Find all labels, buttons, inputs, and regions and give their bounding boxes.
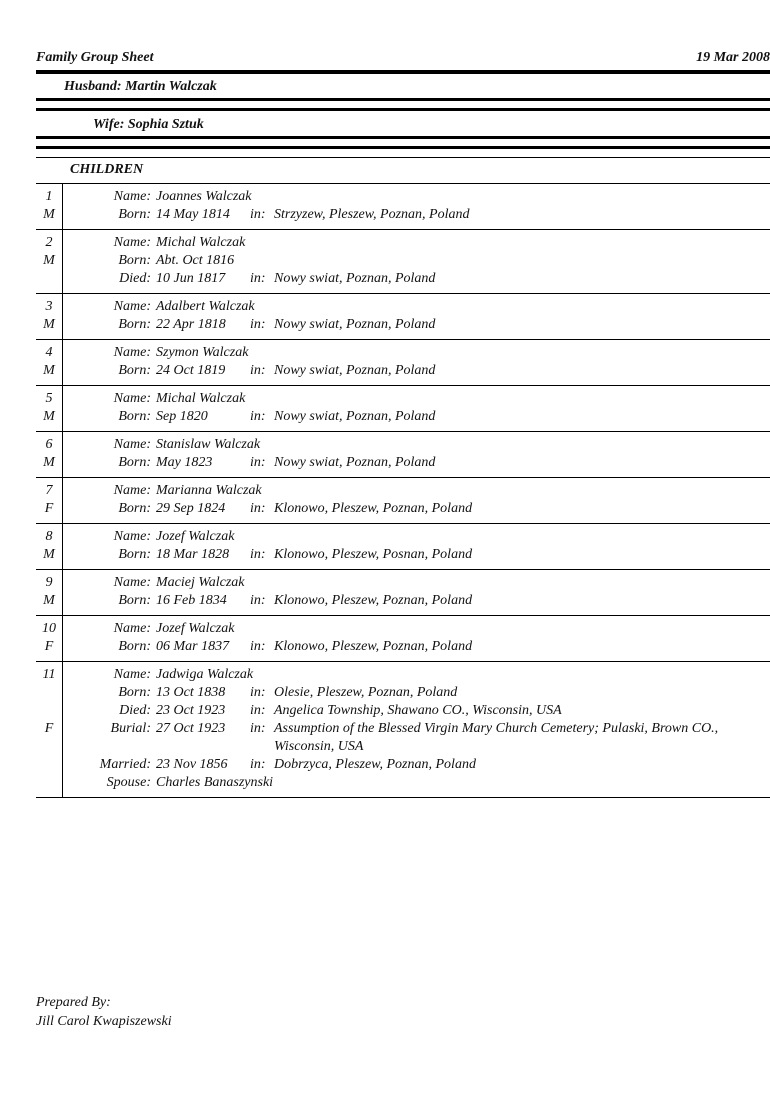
child-sex: F — [44, 721, 54, 736]
event-place: Nowy swiat, Poznan, Poland — [274, 455, 436, 470]
event-place: Strzyzew, Pleszew, Poznan, Poland — [274, 207, 470, 222]
event-label: Name: — [113, 483, 151, 498]
sheet-date: 19 Mar 2008 — [696, 50, 770, 65]
child-number: 8 — [45, 529, 53, 544]
event-value: Michal Walczak — [156, 235, 246, 250]
event-line — [63, 270, 770, 288]
child-number: 9 — [45, 575, 53, 590]
event-in-label: in: — [250, 703, 266, 718]
event-place: Nowy swiat, Poznan, Poland — [274, 363, 436, 378]
event-place: Olesie, Pleszew, Poznan, Poland — [274, 685, 458, 700]
child-row — [36, 229, 770, 293]
event-value: 14 May 1814 — [156, 207, 230, 222]
event-line — [63, 756, 770, 774]
event-in-label: in: — [250, 363, 266, 378]
event-value: Maciej Walczak — [156, 575, 245, 590]
event-label: Name: — [113, 299, 151, 314]
event-value: Michal Walczak — [156, 391, 246, 406]
event-in-label: in: — [250, 639, 266, 654]
children-list — [36, 183, 770, 798]
event-place: Klonowo, Pleszew, Poznan, Poland — [274, 639, 473, 654]
event-value: 18 Mar 1828 — [156, 547, 230, 562]
child-row — [36, 385, 770, 431]
child-number: 7 — [45, 483, 53, 498]
event-label: Name: — [113, 391, 151, 406]
child-number-column — [36, 616, 63, 661]
event-place: Angelica Township, Shawano CO., Wisconsin, USA — [274, 703, 562, 718]
event-place: Nowy swiat, Poznan, Poland — [274, 317, 436, 332]
event-value: May 1823 — [156, 455, 213, 470]
event-value: Jadwiga Walczak — [156, 667, 254, 682]
event-value: 22 Apr 1818 — [156, 317, 226, 332]
child-row — [36, 293, 770, 339]
child-sex: M — [43, 317, 55, 332]
event-label: Name: — [113, 189, 151, 204]
event-value: 23 Oct 1923 — [156, 703, 226, 718]
event-label: Died: — [119, 703, 151, 718]
event-line — [63, 390, 770, 408]
child-number-column — [36, 432, 63, 477]
event-place: Klonowo, Pleszew, Posnan, Poland — [274, 547, 473, 562]
event-label: Born: — [118, 501, 151, 516]
child-row — [36, 661, 770, 798]
event-label: Born: — [118, 409, 151, 424]
husband-rule-top — [36, 98, 770, 101]
event-place: Klonowo, Pleszew, Poznan, Poland — [274, 501, 473, 516]
event-in-label: in: — [250, 757, 266, 772]
sheet-title: Family Group Sheet — [36, 50, 154, 65]
child-number: 10 — [42, 621, 56, 636]
event-in-label: in: — [250, 455, 266, 470]
child-sex: M — [43, 455, 55, 470]
event-value: Szymon Walczak — [156, 345, 249, 360]
child-number-column — [36, 662, 63, 797]
child-sex: F — [44, 501, 54, 516]
event-line — [63, 720, 770, 756]
child-row — [36, 183, 770, 229]
event-line — [63, 408, 770, 426]
event-in-label: in: — [250, 207, 266, 222]
child-number-column — [36, 340, 63, 385]
children-rule — [36, 157, 770, 158]
event-label: Born: — [118, 317, 151, 332]
prepared-by-label: Prepared By: — [36, 995, 111, 1010]
event-line — [63, 454, 770, 472]
child-number: 3 — [45, 299, 53, 314]
event-line — [63, 206, 770, 224]
event-label: Born: — [118, 207, 151, 222]
event-in-label: in: — [250, 271, 266, 286]
child-number-column — [36, 230, 63, 293]
event-label: Burial: — [110, 721, 151, 736]
child-number-column — [36, 294, 63, 339]
event-value: Abt. Oct 1816 — [156, 253, 235, 268]
child-number: 6 — [45, 437, 53, 452]
wife-rule-top — [36, 136, 770, 139]
event-value: 13 Oct 1838 — [156, 685, 226, 700]
event-line — [63, 188, 770, 206]
event-value: Joannes Walczak — [156, 189, 252, 204]
event-label: Name: — [113, 575, 151, 590]
header-rule — [36, 70, 770, 74]
event-place: Klonowo, Pleszew, Poznan, Poland — [274, 593, 473, 608]
event-value: Jozef Walczak — [156, 621, 235, 636]
child-sex: M — [43, 547, 55, 562]
event-line — [63, 436, 770, 454]
child-sex: M — [43, 253, 55, 268]
event-label: Name: — [113, 345, 151, 360]
wife-label: Wife: Sophia Sztuk — [93, 117, 204, 132]
event-value: Jozef Walczak — [156, 529, 235, 544]
event-value: 06 Mar 1837 — [156, 639, 230, 654]
child-sex: M — [43, 363, 55, 378]
event-label: Born: — [118, 685, 151, 700]
husband-label: Husband: Martin Walczak — [64, 79, 217, 94]
event-value: Sep 1820 — [156, 409, 208, 424]
child-row — [36, 339, 770, 385]
child-sex: F — [44, 639, 54, 654]
child-row — [36, 569, 770, 615]
child-number-column — [36, 570, 63, 615]
event-label: Born: — [118, 253, 151, 268]
event-line — [63, 298, 770, 316]
event-line — [63, 344, 770, 362]
event-label: Born: — [118, 593, 151, 608]
child-number: 2 — [45, 235, 53, 250]
event-line — [63, 702, 770, 720]
event-in-label: in: — [250, 721, 266, 736]
event-label: Born: — [118, 363, 151, 378]
child-number: 1 — [45, 189, 53, 204]
event-label: Name: — [113, 437, 151, 452]
event-label: Born: — [118, 547, 151, 562]
event-line — [63, 362, 770, 380]
event-in-label: in: — [250, 685, 266, 700]
event-line — [63, 620, 770, 638]
event-label: Name: — [113, 235, 151, 250]
event-label: Name: — [113, 621, 151, 636]
child-number-column — [36, 524, 63, 569]
event-value: 16 Feb 1834 — [156, 593, 227, 608]
event-line — [63, 500, 770, 518]
event-place: Nowy swiat, Poznan, Poland — [274, 409, 436, 424]
event-value: Stanislaw Walczak — [156, 437, 261, 452]
child-number-column — [36, 386, 63, 431]
event-line — [63, 574, 770, 592]
child-sex: M — [43, 409, 55, 424]
event-value: Marianna Walczak — [156, 483, 262, 498]
event-value: 29 Sep 1824 — [156, 501, 226, 516]
event-line — [63, 666, 770, 684]
wife-rule-bottom — [36, 146, 770, 149]
event-value: 24 Oct 1819 — [156, 363, 226, 378]
child-number-column — [36, 478, 63, 523]
event-label: Spouse: — [106, 775, 151, 790]
event-value: Charles Banaszynski — [156, 775, 274, 790]
event-in-label: in: — [250, 547, 266, 562]
child-row — [36, 431, 770, 477]
event-label: Died: — [119, 271, 151, 286]
child-row — [36, 477, 770, 523]
event-line — [63, 316, 770, 334]
event-line — [63, 774, 770, 792]
event-label: Married: — [99, 757, 151, 772]
child-sex: M — [43, 207, 55, 222]
event-value: Adalbert Walczak — [156, 299, 255, 314]
event-line — [63, 638, 770, 656]
event-label: Name: — [113, 529, 151, 544]
event-value: 27 Oct 1923 — [156, 721, 226, 736]
event-line — [63, 234, 770, 252]
event-in-label: in: — [250, 409, 266, 424]
child-row — [36, 615, 770, 661]
event-value: 10 Jun 1817 — [156, 271, 226, 286]
children-heading: CHILDREN — [70, 162, 144, 177]
child-number-column — [36, 184, 63, 229]
event-label: Name: — [113, 667, 151, 682]
event-place: Dobrzyca, Pleszew, Poznan, Poland — [274, 757, 476, 772]
child-number: 5 — [45, 391, 53, 406]
event-in-label: in: — [250, 593, 266, 608]
event-label: Born: — [118, 455, 151, 470]
child-number: 4 — [45, 345, 53, 360]
preparer-name: Jill Carol Kwapiszewski — [36, 1014, 172, 1029]
event-in-label: in: — [250, 317, 266, 332]
event-line — [63, 482, 770, 500]
child-row — [36, 523, 770, 569]
child-number: 11 — [42, 667, 56, 682]
event-line — [63, 684, 770, 702]
event-label: Born: — [118, 639, 151, 654]
event-line — [63, 252, 770, 270]
husband-rule-bottom — [36, 108, 770, 111]
event-value: 23 Nov 1856 — [156, 757, 228, 772]
event-line — [63, 592, 770, 610]
event-line — [63, 528, 770, 546]
event-place: Assumption of the Blessed Virgin Mary Church Cemetery; Pulaski, Brown CO., Wisconsin, USA — [274, 721, 719, 754]
child-sex: M — [43, 593, 55, 608]
event-in-label: in: — [250, 501, 266, 516]
event-line — [63, 546, 770, 564]
event-place: Nowy swiat, Poznan, Poland — [274, 271, 436, 286]
